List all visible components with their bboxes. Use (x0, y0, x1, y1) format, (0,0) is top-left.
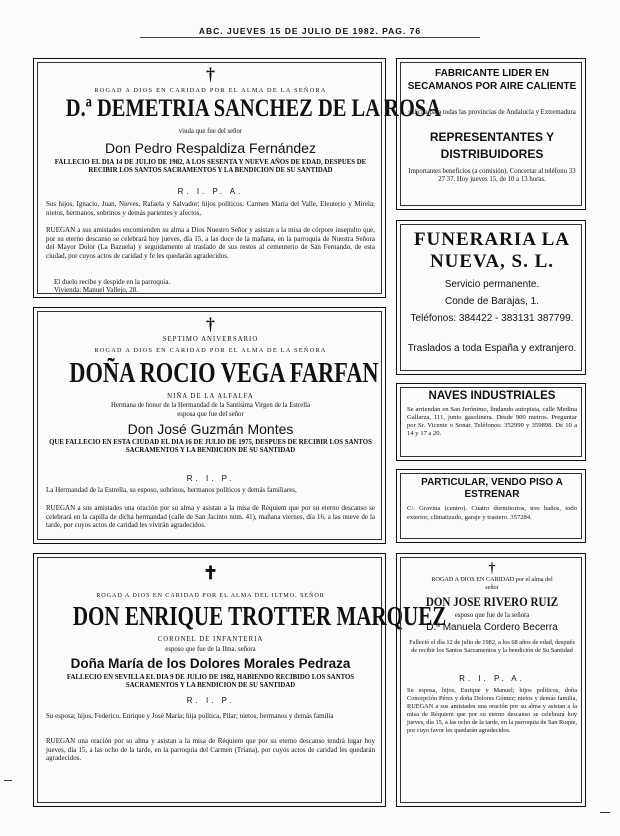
family-list: La Hermandad de la Estrella, su esposo, sobrinos, hermanos políticos y demás familiares, (46, 486, 297, 494)
family-list: Sus hijos, Ignacio, Juan, Nieves, Rafaela y Salvador; hijos políticos, Carmen María del Valle, Eleuterio y Mirela; nietos, hermanos, sobrinos y demás parientes y afectos, (46, 200, 375, 217)
obituary-enrique (33, 553, 447, 807)
wife-name: D.ª Manuela Cordero Becerra (426, 622, 558, 633)
funeral-home-name: FUNERARIA LA NUEVA, S. L. (413, 229, 571, 272)
ad-title: FABRICANTE LIDER EN SECAMANOS POR AIRE CALIENTE (407, 68, 577, 92)
rip: R. I. P. (186, 696, 235, 705)
cross-icon: ✝ (202, 563, 219, 583)
wife-name: Doña María de los Dolores Morales Pedraza (70, 656, 351, 671)
rip: R. I. P. A. (177, 187, 244, 196)
obituary-jose-rivero (396, 553, 586, 807)
crop-mark-right (600, 812, 610, 813)
duelo-note: El duelo recibe y despide en la parroquia. (54, 278, 171, 286)
cross-icon: † (206, 314, 215, 334)
service-line: Servicio permanente. (444, 279, 540, 290)
transfer-line: Traslados a toda España y extranjero. (407, 343, 577, 354)
widow-line: viuda que fue del señor (178, 128, 243, 135)
brotherhood-note: Hermana de honor de la Hermandad de la Santísima Virgen de la Estrella (110, 402, 311, 409)
ad-body: C/. Gravina (centro). Cuatro dormitorios, tres baños, todo exterior, climatizado, garaje y trastero. 357284. (407, 505, 577, 521)
death-notice: QUE FALLECIO EN ESTA CIUDAD EL DIA 16 DE JULIO DE 1975, DESPUES DE RECIBIR LOS SANTOS SACRAMENTOS Y LA BENDICION DE SU SANTIDAD (49, 439, 372, 455)
family-and-request: Su esposa, hijos, Enrique y Manuel; hijos políticos, doña Concepción Pérez y doña Dolores Gómez; nietos y demás familia, RUEGAN a sus amistades una oración por su alma y asistan a la misa de Réquiem que por su eterno descanso se celebrará hoy jueves, día 15, a las ocho de la tarde, en la parroquia de San Roque, por cuyo favor les quedarán agradecidos. (407, 687, 577, 734)
ad-funeraria (396, 220, 586, 375)
mass-request: RUEGAN a sus amistades encomienden su alma a Dios Nuestro Señor y asistan a la misa de córpore insepulto que, por su eterno descanso se celebrará hoy jueves, día 15, a las doce de la mañana, en la parroquia de Nuestra Señora del Mayor Dolor (La Bazuela) y seguidamente al traslado de sus restos al cementerio de San Fernando, de esta ciudad, por cuyos actos de caridad y fe les quedarán agradecidos. (46, 226, 375, 260)
crop-mark-left (4, 780, 12, 781)
deceased-name: DOÑA ROCIO VEGA FARFAN (69, 358, 379, 389)
wife-line: esposa que fue del señor (177, 411, 244, 418)
page-header: ABC. JUEVES 15 DE JULIO DE 1982. PAG. 76 (198, 26, 422, 36)
anniversary-label: SEPTIMO ANIVERSARIO (162, 336, 259, 343)
death-notice: FALLECIO EL DIA 14 DE JULIO DE 1982, A LOS SESENTA Y NUEVE AÑOS DE EDAD, DESPUES DE RECIBIR LOS SANTOS SACRAMENTOS Y LA BENDICION DE SU SANTIDAD (54, 159, 367, 175)
deceased-name: DON ENRIQUE TROTTER MARQUEZ (72, 601, 447, 631)
ad-naves (396, 383, 586, 461)
husband-name: Don José Guzmán Montes (127, 421, 294, 437)
death-notice: Falleció el día 12 de julio de 1982, a los 68 años de edad, después de recibir los Santos Sacramentos y la bendición de Su Santidad (409, 639, 575, 654)
home-address: Vivienda: Manuel Vallejo, 28. (54, 286, 139, 294)
husband-name: Don Pedro Respaldiza Fernández (105, 140, 316, 156)
rip: R. I. P. (186, 474, 235, 483)
rip: R. I. P. A. (459, 674, 525, 683)
mass-request: RUEGAN a sus amistades una oración por su alma y asistan a la misa de Réquiem que por su eterno descanso se celebrará en la capilla de dicha hermandad (calle de San Jacinto núm. 41), mañana viernes, día 16, a las nueve de la tarde, por cuyos actos de caridad les vivirán agradecidos. (46, 504, 375, 530)
ad-body: Se arriendan en San Jerónimo, lindando autopista, calle Medina Gallarza, 111, junto gasolinera. Desde 900 metros. Preguntar por Sr. Vicente o Sonar. Teléfonos: 352990 y 359898. De 10 a 14 y 17 a 20. (407, 406, 577, 437)
nickname: NIÑA DE LA ALFALFA (167, 393, 254, 400)
obituary-intro: ROGAD A DIOS EN CARIDAD POR EL ALMA DE LA SEÑORA (94, 87, 327, 94)
family-list: Su esposa; hijos, Federico, Enrique y José María; hija política, Pilar; nietos, hermanos y demás familia (46, 712, 334, 720)
husband-of-line: esposo que fue de la señora (454, 612, 530, 619)
obituary-rocio (33, 307, 386, 544)
address-line: Conde de Barajas, 1. (445, 296, 539, 307)
ad-body: Importantes beneficios (a comisión). Concertar al teléfono 33 27 37. Hoy jueves 15, de 10 a 13 horas. (408, 168, 576, 184)
cross-icon: † (488, 561, 496, 576)
deceased-name: D.ª DEMETRIA SANCHEZ DE LA ROSA (65, 95, 441, 122)
military-rank: CORONEL DE INFANTERIA (157, 636, 264, 643)
ad-title-2: REPRESENTANTES Y DISTRIBUIDORES (429, 130, 555, 161)
obituary-intro: ROGAD A DIOS EN CARIDAD POR EL ALMA DEL ILTMO. SEÑOR (96, 592, 325, 599)
deceased-name: DON JOSE RIVERO RUIZ (425, 594, 559, 609)
husband-of-line: esposo que fue de la Ilma. señora (165, 646, 256, 653)
ad-title: PARTICULAR, VENDO PISO A ESTRENAR (421, 477, 563, 500)
obituary-intro: ROGAD A DIOS EN CARIDAD POR EL ALMA DE LA SEÑORA (94, 347, 327, 354)
header-rule (140, 37, 480, 38)
phones-line: Teléfonos: 384422 - 383131 387799. (410, 313, 574, 324)
obituary-intro: ROGAD A DIOS EN CARIDAD por el alma del señor (431, 576, 553, 591)
ad-secamanos (396, 58, 586, 210)
ad-title: NAVES INDUSTRIALES (428, 390, 556, 402)
cross-icon: † (206, 64, 215, 84)
death-notice: FALLECIO EN SEVILLA EL DIA 9 DE JULIO DE 1982, HABIENDO RECIBIDO LOS SANTOS SACRAMENTOS Y LA BENDICION DE SU SANTIDAD (66, 674, 355, 690)
mass-request: RUEGAN una oración por su alma y asistan a la misa de Réquiem que por su eterno descanso tendrá lugar hoy jueves, día 15, a las ocho de la tarde, en la parroquia del Carmen (Triana), por cuyos actos de caridad les quedarán agradecidos. (46, 737, 375, 763)
obituary-demetria (33, 58, 441, 298)
ad-piso (396, 469, 586, 543)
ad-subtitle: solicita para todas las provincias de Andalucía y Extremadura (408, 109, 576, 116)
